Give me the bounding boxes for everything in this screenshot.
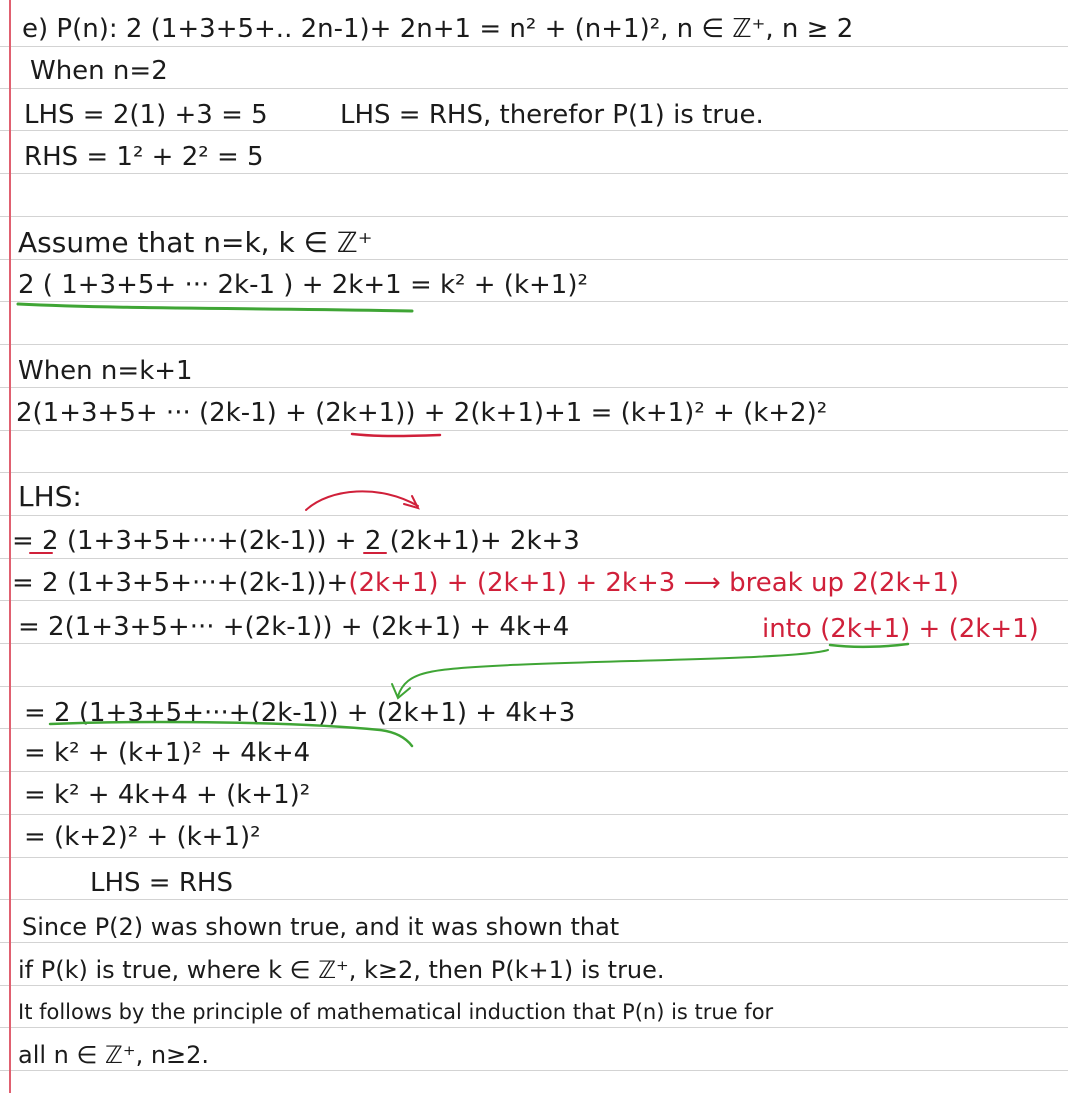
base-case-when: When n=2: [30, 56, 168, 86]
ruled-line: [0, 472, 1068, 473]
ruled-line: [0, 88, 1068, 89]
ruled-line: [0, 515, 1068, 516]
lhs-line-4: = 2 (1+3+5+···+(2k-1)) + (2k+1) + 4k+3: [24, 698, 576, 728]
conclusion-line-1: Since P(2) was shown true, and it was shown that: [22, 913, 620, 941]
move-arrow: [306, 491, 418, 510]
ruled-line: [0, 857, 1068, 858]
ruled-line: [0, 344, 1068, 345]
lhs-label: LHS:: [18, 480, 82, 513]
ruled-line: [0, 600, 1068, 601]
ruled-line: [0, 771, 1068, 772]
ruled-line: [0, 558, 1068, 559]
lhs-line-5: = k² + (k+1)² + 4k+4: [24, 738, 311, 768]
step-when: When n=k+1: [18, 356, 193, 386]
lhs-line-1: = 2 (1+3+5+···+(2k-1)) + 2 (2k+1)+ 2k+3: [12, 526, 580, 556]
lhs-line-2: [12, 566, 959, 600]
base-case-rhs: RHS = 1² + 2² = 5: [24, 142, 264, 172]
assumption-equation: 2 ( 1+3+5+ ··· 2k-1 ) + 2k+1 = k² + (k+1)²: [18, 270, 588, 300]
ruled-line: [0, 46, 1068, 47]
break-up-note: into (2k+1) + (2k+1): [762, 614, 1039, 644]
ruled-line: [0, 216, 1068, 217]
step-equation: [16, 396, 827, 430]
statement-line: e) P(n): 2 (1+3+5+.. 2n-1)+ 2n+1 = n² + (n+1)², n ∈ ℤ⁺, n ≥ 2: [22, 14, 854, 44]
conclusion-line-3: It follows by the principle of mathematical induction that P(n) is true for: [18, 1000, 774, 1024]
lhs-line-2-red: (2k+1) + (2k+1) + 2k+3 ⟶ break up 2(2k+1): [348, 568, 959, 598]
lhs-line-3: = 2(1+3+5+··· +(2k-1)) + (2k+1) + 4k+4: [18, 612, 570, 642]
lhs-line-2-black: = 2 (1+3+5+···+(2k-1))+: [12, 568, 349, 598]
step-highlight-underline: [352, 434, 440, 436]
ruled-line: [0, 430, 1068, 431]
conclusion-line-4: all n ∈ ℤ⁺, n≥2.: [18, 1041, 210, 1069]
base-case-conclusion: LHS = RHS, therefor P(1) is true.: [340, 100, 764, 130]
assumption-underline: [18, 304, 412, 311]
step-equation-part1: 2(1+3+5+ ··· (2k-1) +: [16, 398, 316, 428]
base-case-lhs: LHS = 2(1) +3 = 5: [24, 100, 268, 130]
ruled-line: [0, 686, 1068, 687]
ruled-line: [0, 814, 1068, 815]
regroup-arrow: [398, 650, 828, 696]
step-equation-part2: ) + 2(k+1)+1 = (k+1)² + (k+2)²: [405, 398, 828, 428]
margin-line: [9, 0, 11, 1093]
conclusion-line-2: if P(k) is true, where k ∈ ℤ⁺, k≥2, then P(k+1) is true.: [18, 956, 665, 984]
step-equation-highlight: (2k+1): [315, 398, 406, 428]
lhs-line-7: = (k+2)² + (k+1)²: [24, 822, 261, 852]
assumption-title: Assume that n=k, k ∈ ℤ⁺: [18, 226, 373, 259]
move-arrow-head: [404, 496, 418, 508]
lhs-line-6: = k² + 4k+4 + (k+1)²: [24, 780, 311, 810]
lhs-equals-rhs: LHS = RHS: [90, 868, 233, 898]
